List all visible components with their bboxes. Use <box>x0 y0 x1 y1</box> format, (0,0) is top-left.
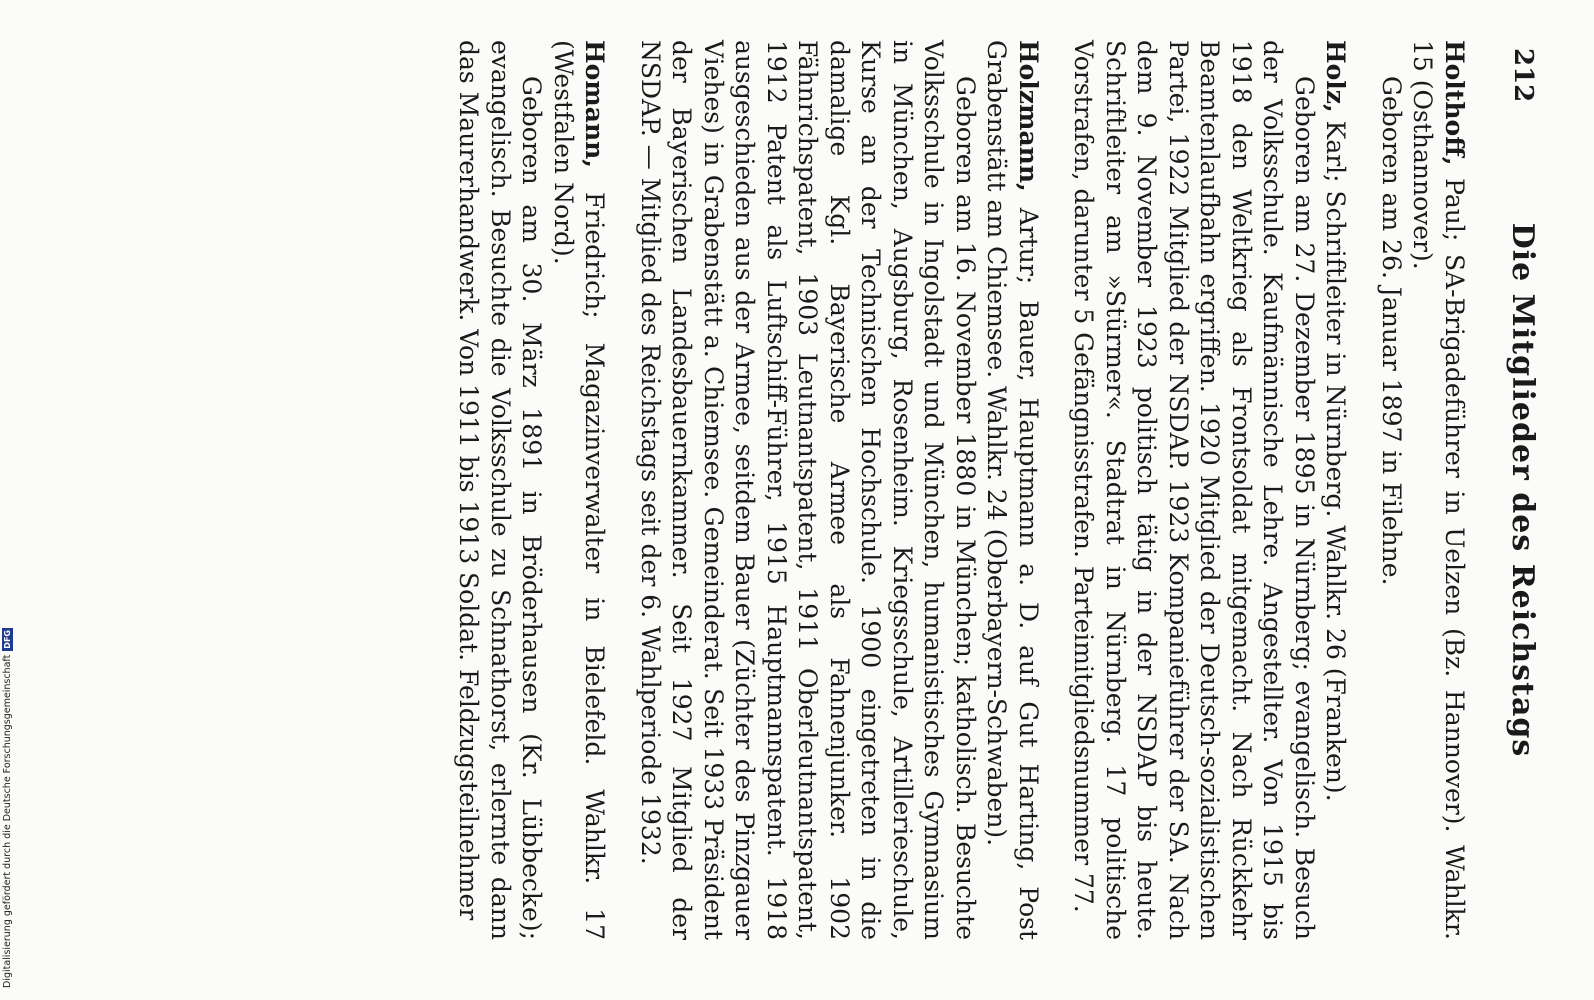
entry-heading: Paul; SA-Brigadeführer in Uelzen (Bz. Hannover). Wahlkr. 15 (Osthannover). <box>1408 40 1469 940</box>
entry-name: Holz, <box>1321 40 1351 113</box>
entry-body: Geboren am 30. März 1891 in Bröderhausen (Kr. Lübbecke); evangelisch. Besuchte die Volksschule zu Schnathorst, erlernte dann das Maurerhandwerk. Von 1911 bis 1913 Soldat. Feldzugsteilnehmer <box>454 40 547 940</box>
page-header <box>1480 40 1540 940</box>
entry-holthoff <box>1376 40 1471 940</box>
dfg-logo: DFG <box>3 630 12 649</box>
entry-name: Homann, <box>580 40 610 169</box>
funding-note <box>2 628 13 988</box>
entry-heading: Friedrich; Magazinverwalter in Bielefeld. Wahlkr. 17 (Westfalen Nord). <box>549 40 610 940</box>
entry-name: Holthoff, <box>1440 40 1469 166</box>
entry-holz <box>1068 40 1352 940</box>
entry-list <box>429 40 1470 940</box>
entry-homann <box>453 40 611 940</box>
entry-holzmann <box>635 40 1045 940</box>
entry-body: Geboren am 16. November 1880 in München; katholisch. Besuchte Volksschule in Ingolstadt und München, humanistisches Gymnasium in München, Augsburg, Rosenheim. Kriegsschule, Artillerieschule, Kurse an der Technischen Hochschule. 1900 eingetreten in die damalige Kgl. Bayerische Armee als Fahnenjunker. 1902 Fähnrichspatent, 1903 Leutnantspatent, 1911 Oberleutnantspatent, 1912 Patent als Luftschiff-Führer, 1915 Hauptmannspatent. 1918 ausgeschieden aus der Armee, seitdem Bauer (Züchter des Pinzgauer Viehes) in Grabenstätt a. Chiemsee. Gemeinderat. Seit 1933 Präsident der Bayerischen Landesbauernkammer. Seit 1927 Mitglied der NSDAP. — Mitglied des Reichstags seit der 6. Wahlperiode 1932. <box>636 40 980 940</box>
entry-body: Geboren am 26. Januar 1897 in Filehne. <box>1377 76 1406 586</box>
entry-name: Holzmann, <box>1014 40 1043 192</box>
entry-body: Geboren am 27. Dezember 1895 in Nürnberg; evangelisch. Besuch der Volksschule. Kaufmännische Lehre. Angestellter. Von 1915 bis 1918 den Weltkrieg als Frontsoldat mitgemacht. Nach Rückkehr Beamtenlaufbahn ergriffen. 1920 Mitglied der Deutsch-sozialistischen Partei, 1922 Mitglied der NSDAP. 1923 Kompanieführer der SA. Nach dem 9. November 1923 politisch tätig in der NSDAP bis heute. Schriftleiter am »Stürmer«. Stadtrat in Nürnberg. 17 politische Vorstrafen, darunter 5 Gefängnisstrafen. Parteimitgliedsnummer 77. <box>1069 40 1319 940</box>
entry-heading: Karl; Schriftleiter in Nürnberg. Wahlkr. 26 (Franken). <box>1321 112 1351 802</box>
entry-heading: Artur; Bauer, Hauptmann a. D. auf Gut Harting, Post Grabenstätt am Chiemsee. Wahlkr. 24 (Oberbayern-Schwaben). <box>982 40 1043 940</box>
page-number: 212 <box>1508 48 1538 103</box>
document-page <box>70 40 1540 940</box>
funding-note-text: Digitalisierung gefördert durch die Deutsche Forschungsgemeinschaft <box>2 654 13 988</box>
running-title: Die Mitglieder des Reichstags <box>1505 222 1540 758</box>
